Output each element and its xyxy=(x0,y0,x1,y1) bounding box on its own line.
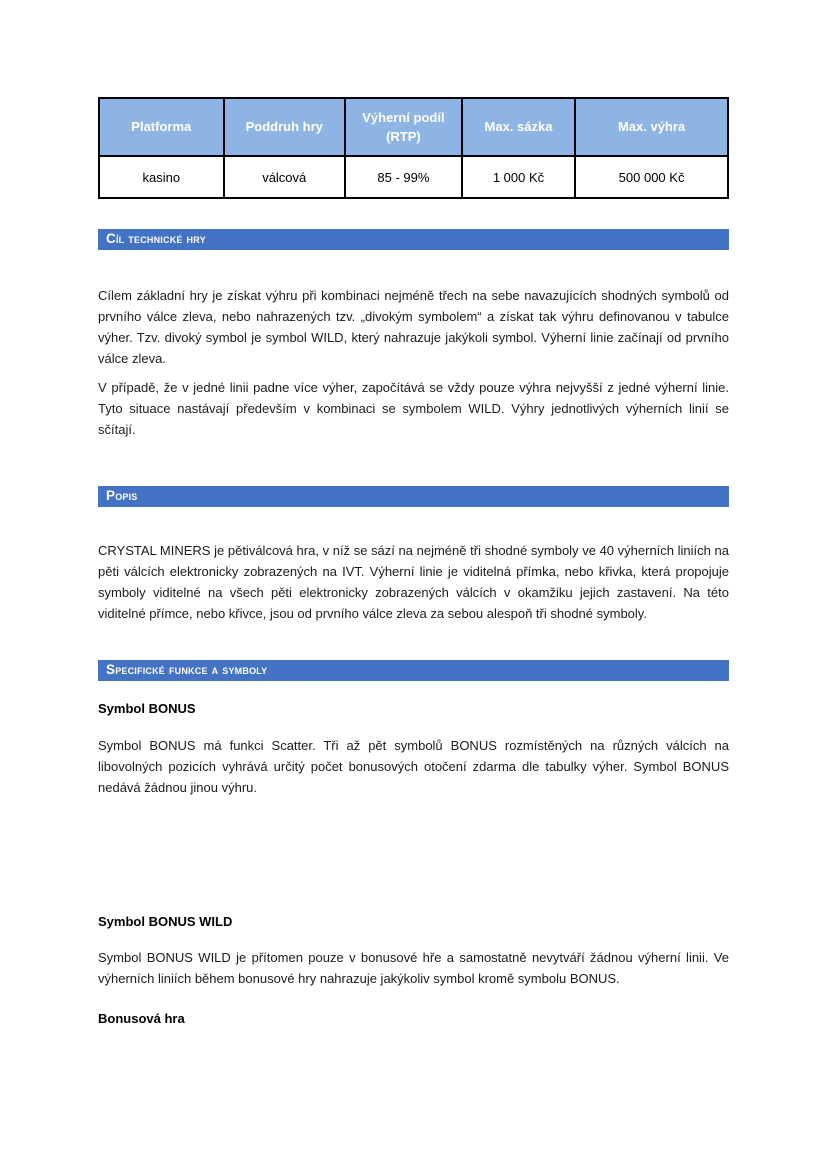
table-header-poddruh-hry: Poddruh hry xyxy=(224,98,345,156)
section-header-specificke-funkce: Specifické funkce a symboly xyxy=(98,660,729,681)
table-header-platforma: Platforma xyxy=(99,98,224,156)
table-header-max-vyhra: Max. výhra xyxy=(575,98,728,156)
table-row xyxy=(99,156,728,198)
subheading-symbol-bonus: Symbol BONUS xyxy=(98,701,196,716)
table-cell-platforma: kasino xyxy=(99,156,224,198)
subheading-symbol-bonus-wild: Symbol BONUS WILD xyxy=(98,914,233,929)
subheading-bonusova-hra: Bonusová hra xyxy=(98,1011,185,1026)
paragraph-popis-1: CRYSTAL MINERS je pětiválcová hra, v níž se sází na nejméně tři shodné symboly ve 40 výherních liniích na pěti válcích elektronicky zobrazených na IVT. Výherní linie je viditelná přímka, nebo křivka, která propojuje symboly viditelné na všech pěti elektronicky zobrazených válcích v okamžiku jejich zastavení. Na této viditelné přímce, nebo křivce, jsou od prvního válce zleva za sebou alespoň tři shodné symboly. xyxy=(98,543,729,621)
page-content xyxy=(98,0,729,1029)
paragraph-goal-2: V případě, že v jedné linii padne více výher, započítává se vždy pouze výhra nejvyšší z jedné výherní linie. Tyto situace nastávají především v kombinaci se symbolem WILD. Výhry jednotlivých výherních linií se sčítají. xyxy=(98,380,729,437)
section-header-cil-technicke-hry: Cíl technické hry xyxy=(98,229,729,250)
table-header-row xyxy=(99,98,728,156)
paragraph-symbol-bonus-wild: Symbol BONUS WILD je přítomen pouze v bonusové hře a samostatně nevytváří žádnou výherní linii. Ve výherních liniích během bonusové hry nahrazuje jakýkoliv symbol kromě symbolu BONUS. xyxy=(98,950,729,986)
paragraph-symbol-bonus: Symbol BONUS má funkci Scatter. Tři až pět symbolů BONUS rozmístěných na různých válcích na libovolných pozicích vyhrává určitý počet bonusových otočení zdarma dle tabulky výher. Symbol BONUS nedává žádnou jinou výhru. xyxy=(98,738,729,795)
table-cell-vyherni-podil: 85 - 99% xyxy=(345,156,462,198)
section-header-popis: Popis xyxy=(98,486,729,507)
paragraph-goal-1: Cílem základní hry je získat výhru při kombinaci nejméně třech na sebe navazujících shodných symbolů od prvního válce zleva, nebo nahrazených tzv. „divokým symbolem“ a získat tak výhru definovanou v tabulce výher. Tzv. divoký symbol je symbol WILD, který nahrazuje jakýkoli symbol. Výherní linie začínají od prvního válce zleva. xyxy=(98,288,729,366)
game-parameters-table xyxy=(98,97,729,199)
table-cell-poddruh-hry: válcová xyxy=(224,156,345,198)
table-header-max-sazka: Max. sázka xyxy=(462,98,575,156)
table-header-vyherni-podil: Výherní podíl (RTP) xyxy=(345,98,462,156)
table-cell-max-vyhra: 500 000 Kč xyxy=(575,156,728,198)
table-cell-max-sazka: 1 000 Kč xyxy=(462,156,575,198)
